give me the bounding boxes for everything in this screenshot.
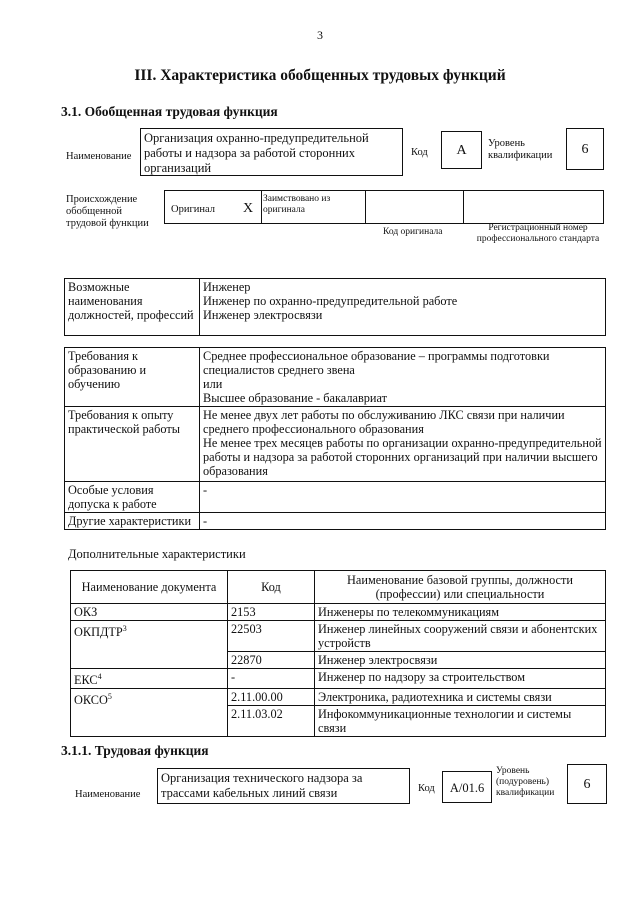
special-conditions-value: - <box>200 482 606 513</box>
naming-label: Наименование <box>66 151 132 162</box>
lf-code-value: A/01.6 <box>442 771 492 803</box>
name-cell: Инженер линейных сооружений связи и абонентских устройств <box>315 621 606 652</box>
original-mark: X <box>243 201 254 216</box>
education-values <box>200 348 606 407</box>
level-label: Уровень квалификации <box>488 138 553 161</box>
code-cell: 22870 <box>228 652 315 669</box>
name-cell: Инженер по надзору за строительством <box>315 669 606 689</box>
lf-level-value: 6 <box>567 764 607 804</box>
code-cell: - <box>228 669 315 689</box>
subsection-title: 3.1. Обобщенная трудовая функция <box>61 104 278 119</box>
code-cell: 2.11.00.00 <box>228 689 315 706</box>
requirements-table <box>64 347 606 530</box>
lf-name-box: Организация технического надзора за трассами кабельных линий связи <box>157 768 410 804</box>
table-row <box>71 621 606 652</box>
education-line: Среднее профессиональное образование – программы подготовки специалистов среднего звена <box>203 349 550 377</box>
position-item: Инженер электросвязи <box>203 308 323 322</box>
position-item: Инженер <box>203 280 251 294</box>
special-conditions-label: Особые условия допуска к работе <box>65 482 200 513</box>
header-name: Наименование базовой группы, должности (профессии) или специальности <box>315 571 606 604</box>
page-number: 3 <box>317 28 323 42</box>
other-characteristics-label: Другие характеристики <box>65 513 200 530</box>
additional-title: Дополнительные характеристики <box>68 547 246 561</box>
experience-line: Не менее двух лет работы по обслуживанию ЛКС связи при наличии среднего профессионального образования <box>203 408 565 436</box>
origin-label: Происхождение обобщенной трудовой функции <box>66 194 149 229</box>
education-label: Требования к образованию и обучению <box>65 348 200 407</box>
name-cell: Электроника, радиотехника и системы связи <box>315 689 606 706</box>
header-document: Наименование документа <box>71 571 228 604</box>
footnote-ref: 5 <box>107 692 112 702</box>
code-original-label: Код оригинала <box>383 227 443 237</box>
labor-function-title: 3.1.1. Трудовая функция <box>61 743 209 758</box>
name-cell: Инженеры по телекоммуникациям <box>315 604 606 621</box>
footnote-ref: 3 <box>122 624 127 633</box>
doc-name: ОКСО <box>74 693 108 708</box>
doc-cell <box>71 689 228 737</box>
table-row <box>71 689 606 706</box>
code-label: Код <box>411 147 428 158</box>
table-row <box>71 604 606 621</box>
lf-code-label: Код <box>418 783 435 794</box>
reg-number-label: Регистрационный номер профессионального стандарта <box>476 223 600 244</box>
doc-name: ОКЗ <box>74 605 98 619</box>
name-cell: Инфокоммуникационные технологии и системы связи <box>315 706 606 737</box>
doc-cell <box>71 604 228 621</box>
original-label: Оригинал <box>171 204 215 215</box>
function-name-box: Организация охранно-предупредительной работы и надзора за работой сторонних организаций <box>140 128 403 176</box>
doc-cell <box>71 669 228 689</box>
experience-line: Не менее трех месяцев работы по организации охранно-предупредительной работы и надзора за работой сторонних организаций при наличии высшего образования <box>203 436 602 478</box>
section-title: III. Характеристика обобщенных трудовых функций <box>134 67 506 84</box>
doc-cell <box>71 621 228 669</box>
code-cell: 2.11.03.02 <box>228 706 315 737</box>
doc-name: ОКПДТР <box>74 625 123 640</box>
positions-table <box>64 278 606 336</box>
name-cell: Инженер электросвязи <box>315 652 606 669</box>
positions-values <box>200 279 606 336</box>
code-value: A <box>441 131 482 169</box>
level-value: 6 <box>566 128 604 170</box>
footnote-ref: 4 <box>97 672 102 681</box>
lf-naming-label: Наименование <box>75 789 141 800</box>
lf-level-label: Уровень (подуровень) квалификации <box>496 766 555 798</box>
experience-values <box>200 407 606 482</box>
education-line: Высшее образование - бакалавриат <box>203 391 388 405</box>
origin-box <box>164 190 604 224</box>
borrowed-label: Заимствовано из оригинала <box>263 194 331 215</box>
code-cell: 2153 <box>228 604 315 621</box>
additional-table <box>70 570 606 737</box>
code-cell: 22503 <box>228 621 315 652</box>
doc-name: ЕКС <box>74 673 98 688</box>
position-item: Инженер по охранно-предупредительной работе <box>203 294 458 308</box>
header-code: Код <box>228 571 315 604</box>
table-row <box>71 669 606 689</box>
experience-label: Требования к опыту практической работы <box>65 407 200 482</box>
positions-label: Возможные наименования должностей, профессий <box>65 279 200 336</box>
education-line: или <box>203 377 223 391</box>
other-characteristics-value: - <box>200 513 606 530</box>
